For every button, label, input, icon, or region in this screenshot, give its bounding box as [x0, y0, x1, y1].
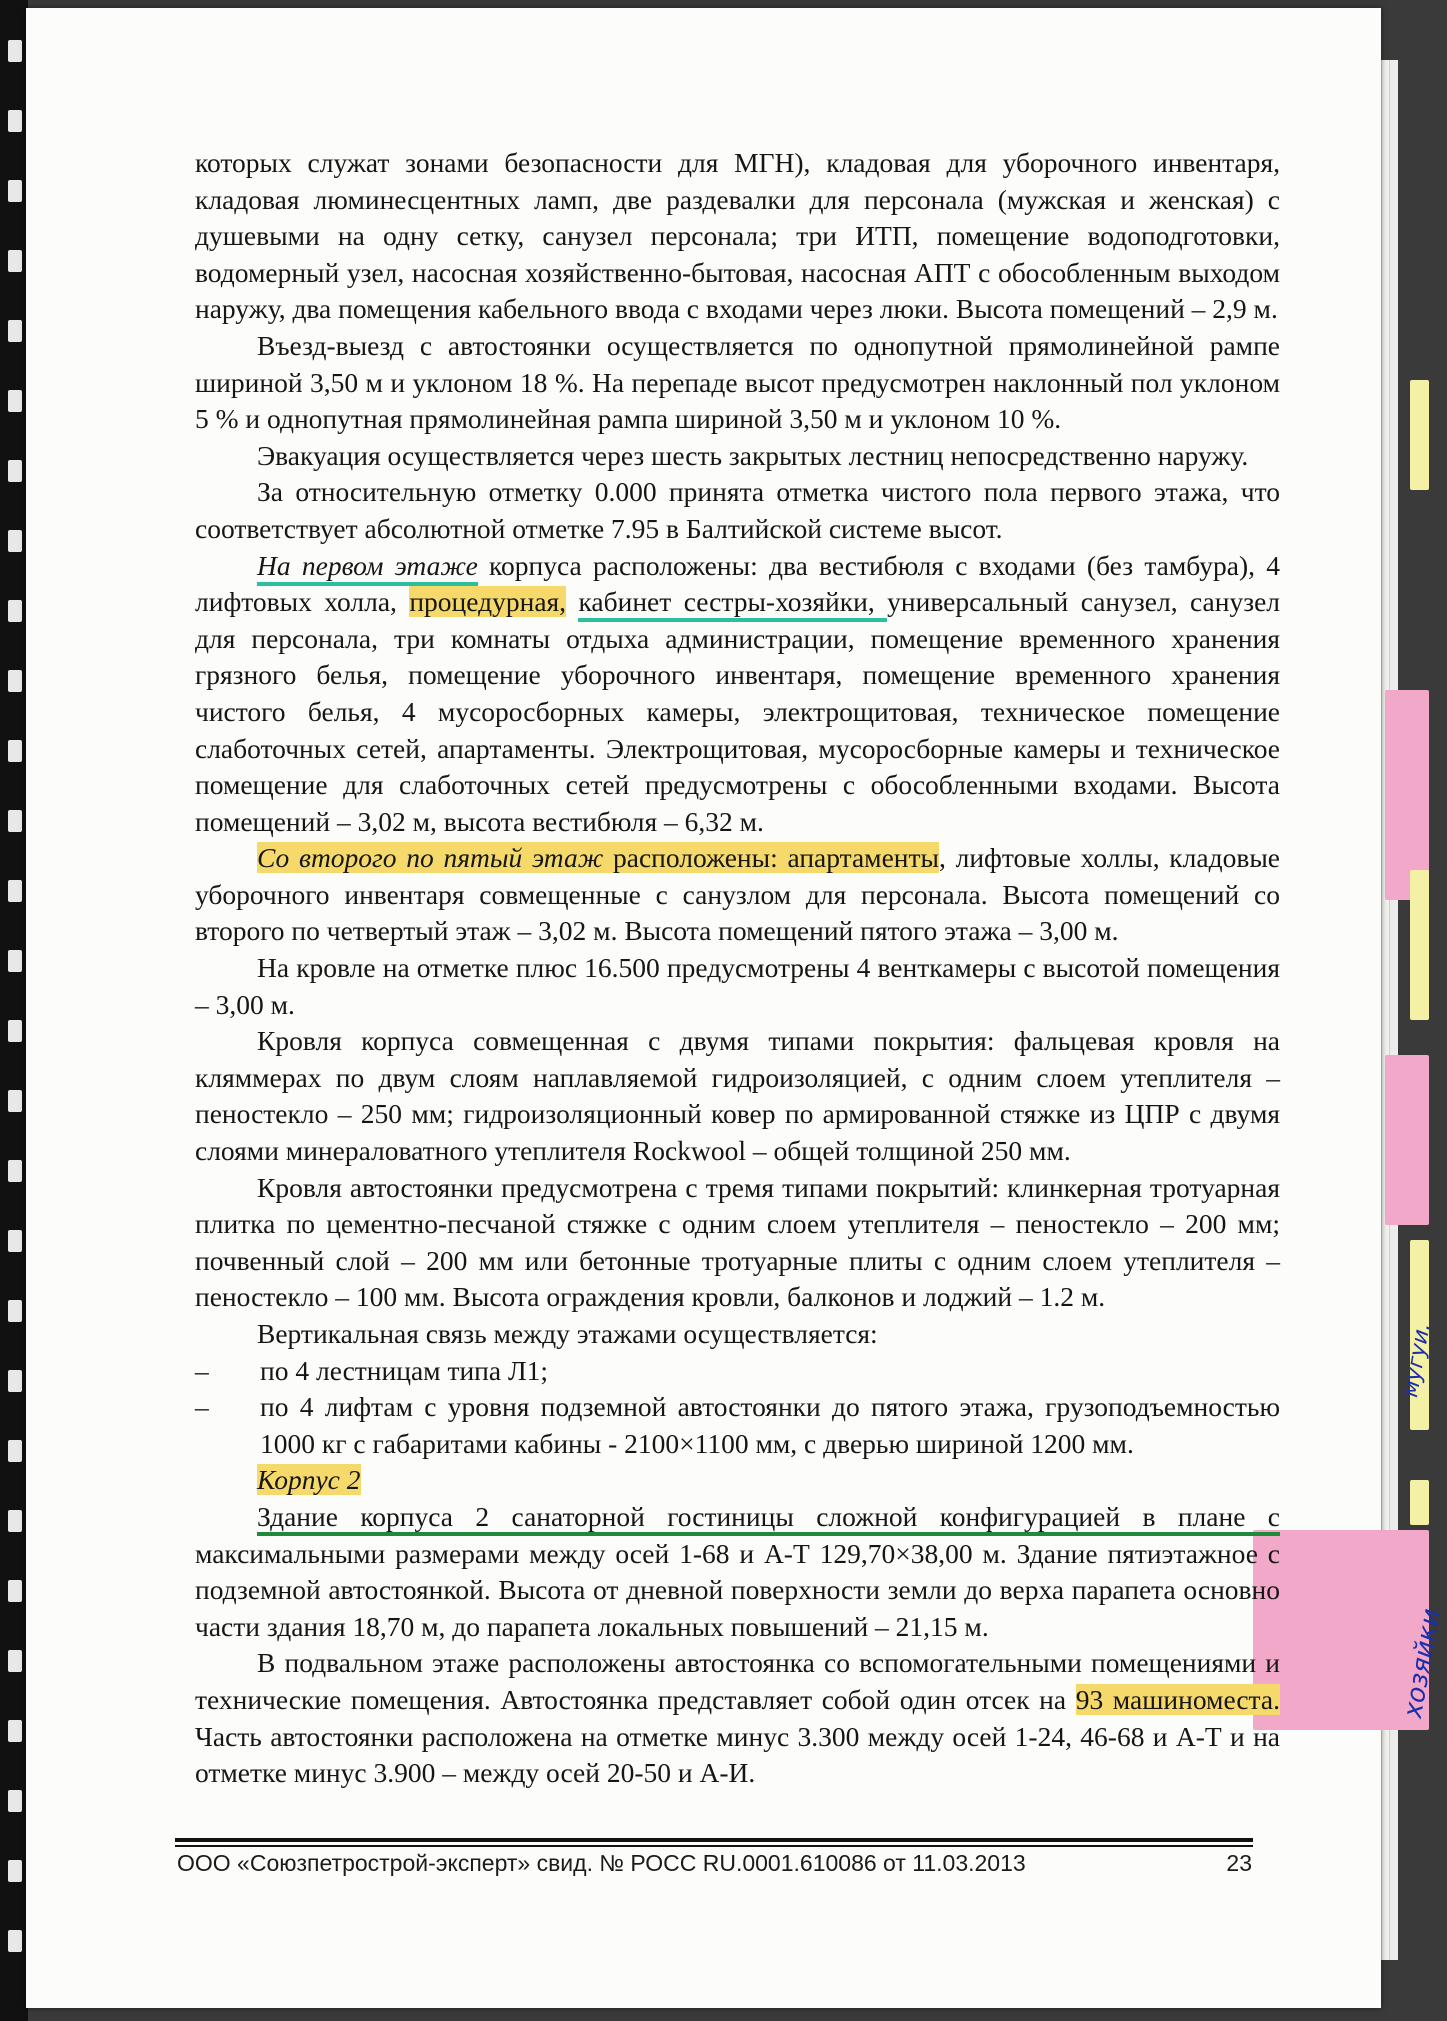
highlighted-phrase: расположены: апартаменты — [603, 842, 940, 874]
paragraph: Въезд-выезд с автостоянки осуществляется по однопутной прямолинейной рампе шириной 3,50 м и уклоном 18 %. На перепаде высот предусмотрен наклонный пол уклоном 5 % и однопутная прямолинейная рампа шириной 3,50 м и уклоном 10 %. — [195, 329, 1280, 435]
handwritten-note: мугуи. — [1398, 1320, 1436, 1400]
highlighted-phrase: Со второго по пятый этаж — [257, 842, 604, 874]
highlighted-phrase: 93 машиноместа. — [1075, 1683, 1280, 1715]
paragraph: Кровля автостоянки предусмотрена с тремя типами покрытий: клинкерная тротуарная плитка по цементно-песчаной стяжке с одним слоем утеплителя – пеностекло – 200 мм; почвенный слой – 200 мм или бетонные тротуарные плиты с одним слоем утеплителя – пеностекло – 100 мм. Высота ограждения кровли, балконов и лоджий – 1.2 м. — [195, 1171, 1280, 1313]
sticky-tab-pink[interactable] — [1385, 690, 1429, 900]
paragraph — [195, 1499, 1280, 1645]
sticky-tab-yellow[interactable] — [1410, 870, 1429, 1020]
bullet-dash: – — [195, 1391, 209, 1423]
list-item — [195, 1389, 1280, 1462]
document-body — [195, 145, 1280, 1792]
sticky-tab-yellow[interactable] — [1410, 1480, 1429, 1525]
paragraph: Вертикальная связь между этажами осуществляется: — [257, 1318, 878, 1349]
paragraph: За относительную отметку 0.000 принята отметка чистого пола первого этажа, что соответствует абсолютной отметке 7.95 в Балтийской системе высот. — [195, 476, 1280, 544]
footer-rule — [175, 1845, 1253, 1847]
paragraph: которых служат зонами безопасности для МГН), кладовая для уборочного инвентаря, кладовая люминесцентных ламп, две раздевалки для персонала (мужская и женская) с душевыми на одну сетку, санузел персонала; три ИТП, помещение водоподготовки, водомерный узел, насосная хозяйственно-бытовая, насосная АПТ с обособленным выходом наружу, два помещения кабельного ввода с входами через люки. Высота помещений – 2,9 м. — [195, 147, 1280, 325]
paragraph-text — [566, 586, 578, 617]
bullet-dash: – — [195, 1354, 209, 1386]
paragraph-text: Часть автостоянки расположена на отметке минус 3.300 между осей 1-24, 46-68 и А-Т и на отметке минус 3.900 – между осей 20-50 и А-И. — [195, 1720, 1280, 1789]
paragraph — [195, 548, 1280, 841]
highlighted-phrase: процедурная, — [409, 586, 567, 618]
heading-korpus-2: Корпус 2 — [257, 1464, 361, 1496]
footer-rule — [175, 1838, 1253, 1842]
underlined-phrase: кабинет сестры-хозяйки, — [578, 586, 887, 622]
list-item — [195, 1353, 1280, 1390]
section-heading — [195, 1462, 1280, 1499]
paragraph — [195, 840, 1280, 950]
paragraph-text: корпуса расположены: два вестибюля с входами (без тамбура), 4 лифтовых холла, — [195, 549, 1280, 618]
list-item-text: по 4 лифтам с уровня подземной автостоянки до пятого этажа, грузоподъемностью 1000 кг с габаритами кабины - 2100×1100 мм, с дверью шириной 1200 мм. — [260, 1391, 1280, 1459]
sticky-tab-yellow[interactable] — [1410, 380, 1429, 490]
paragraph: На кровле на отметке плюс 16.500 предусмотрены 4 венткамеры с высотой помещения – 3,00 м. — [195, 952, 1280, 1020]
list-item-text: по 4 лестницам типа Л1; — [260, 1354, 549, 1386]
paragraph — [195, 1645, 1280, 1791]
underlined-phrase: На первом этаже — [257, 550, 478, 586]
paragraph-text: максимальными размерами между осей 1-68 и А-Т 129,70×38,00 м. Здание пятиэтажное с подземной автостоянкой. Высота от дневной поверхности земли до верха парапета основно части здания 18,70 м, до парапета локальных повышений – 21,15 м. — [195, 1537, 1280, 1642]
sticky-tab-pink[interactable] — [1385, 1055, 1429, 1225]
handwritten-note: хозяйки — [1398, 1606, 1447, 1721]
paragraph-text: , лифтовые холлы, кладовые уборочного инвентаря совмещенные с санузлом для персонала. Высота помещений со второго по четвертый этаж – 3,02 м. Высота помещений пятого этажа – 3,00 м. — [195, 842, 1280, 947]
underlined-phrase: Здание корпуса 2 санаторной гостиницы сложной конфигурацией в плане с — [257, 1501, 1280, 1536]
page-footer — [177, 1850, 1252, 1877]
spiral-binding — [0, 0, 28, 2021]
paragraph: Кровля корпуса совмещенная с двумя типами покрытия: фальцевая кровля на кляммерах по двум слоям наплавляемой гидроизоляцией, с одним слоем утеплителя – пеностекло – 250 мм; гидроизоляционный ковер по армированной стяжке из ЦПР с двумя слоями минераловатного утеплителя Rockwool – общей толщиной 250 мм. — [195, 1025, 1280, 1167]
paragraph-text: универсальный санузел, санузел для персонала, три комнаты отдыха администрации, помещение временного хранения грязного белья, помещение уборочного инвентаря, помещение временного хранения чистого белья, 4 мусоросборных камеры, электрощитовая, техническое помещение слаботочных сетей, апартаменты. Электрощитовая, мусоросборные камеры и техническое помещение для слаботочных сетей предусмотрены с обособленными входами. Высота помещений – 3,02 м, высота вестибюля – 6,32 м. — [195, 586, 1280, 837]
footer-organization: ООО «Союзпетрострой-эксперт» свид. № РОСС RU.0001.610086 от 11.03.2013 — [177, 1850, 1026, 1876]
page-number: 23 — [1226, 1850, 1252, 1876]
paragraph-text: В подвальном этаже расположены автостоянка со вспомогательными помещениями и технические помещения. Автостоянка представляет собой один отсек на — [195, 1647, 1280, 1715]
paragraph: Эвакуация осуществляется через шесть закрытых лестниц непосредственно наружу. — [257, 439, 1249, 471]
